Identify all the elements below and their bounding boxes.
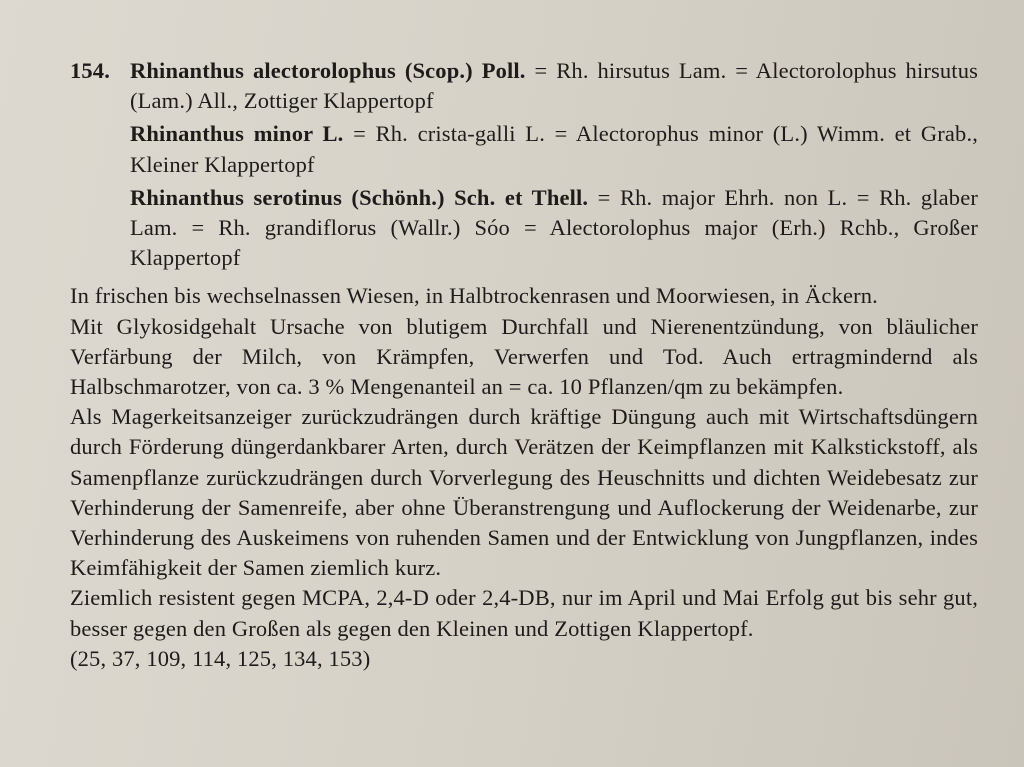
synonym-minor [130, 119, 978, 179]
synonym-list [130, 56, 978, 276]
synonym-text: = Rh. major Ehrh. non L. = Rh. glaber Lam. = Rh. grandiflorus (Wallr.) Sóo = Alectorolophus major (Erh.) Rchb., Großer Klappertopf [130, 184, 978, 271]
herbicide-paragraph: Ziemlich resistent gegen MCPA, 2,4-D oder 2,4-DB, nur im April und Mai Erfolg gut bis sehr gut, besser gegen den Großen als gegen den Kleinen und Zottigen Klappertopf. [70, 585, 978, 641]
synonym-text: = Rh. crista-galli L. = Alectorophus minor (L.) Wimm. et Grab., Kleiner Klappertopf [130, 121, 978, 177]
species-name: Rhinanthus alectorolophus (Scop.) Poll. [130, 58, 526, 83]
control-paragraph: Als Magerkeitsanzeiger zurückzudrängen durch kräftige Düngung auch mit Wirtschaftsdüngern durch Förderung düngerdankbarer Arten, durch Verätzen der Keimpflanzen mit Kalkstickstoff, als Samenpflanze zurückzudrängen durch Vorverlegung des Heuschnitts und dichten Weidebesatz zur Verhinderung der Samenreife, aber ohne Überanstrengung und Auflockerung der Weidenarbe, zur Verhinderung des Auskeimens von ruhenden Samen und der Entwicklung von Jungpflanzen, indes Keimfähigkeit der Samen ziemlich kurz. [70, 404, 978, 581]
references: (25, 37, 109, 114, 125, 134, 153) [70, 645, 371, 671]
page-text [70, 56, 978, 674]
species-entry [70, 56, 978, 276]
synonym-text: = Rh. hirsutus Lam. = Alectorolophus hirsutus (Lam.) All., Zottiger Klappertopf [130, 58, 978, 114]
species-name: Rhinanthus minor L. [130, 121, 344, 147]
synonym-serotinus [130, 183, 978, 274]
synonym-alectorolophus [130, 56, 978, 116]
habitat-paragraph: In frischen bis wechselnassen Wiesen, in Halbtrockenrasen und Moorwiesen, in Äckern. [70, 283, 878, 309]
entry-number: 154. [70, 58, 110, 83]
toxicity-paragraph: Mit Glykosidgehalt Ursache von blutigem Durchfall und Nierenentzündung, von bläulicher Verfärbung der Milch, von Krämpfen, Verwerfen und Tod. Auch ertragmindernd als Halbschmarotzer, von ca. 3 % Mengenanteil an = ca. 10 Pflanzen/qm zu bekämpfen. [70, 313, 978, 400]
species-name: Rhinanthus serotinus (Schönh.) Sch. et Thell. [130, 184, 589, 210]
